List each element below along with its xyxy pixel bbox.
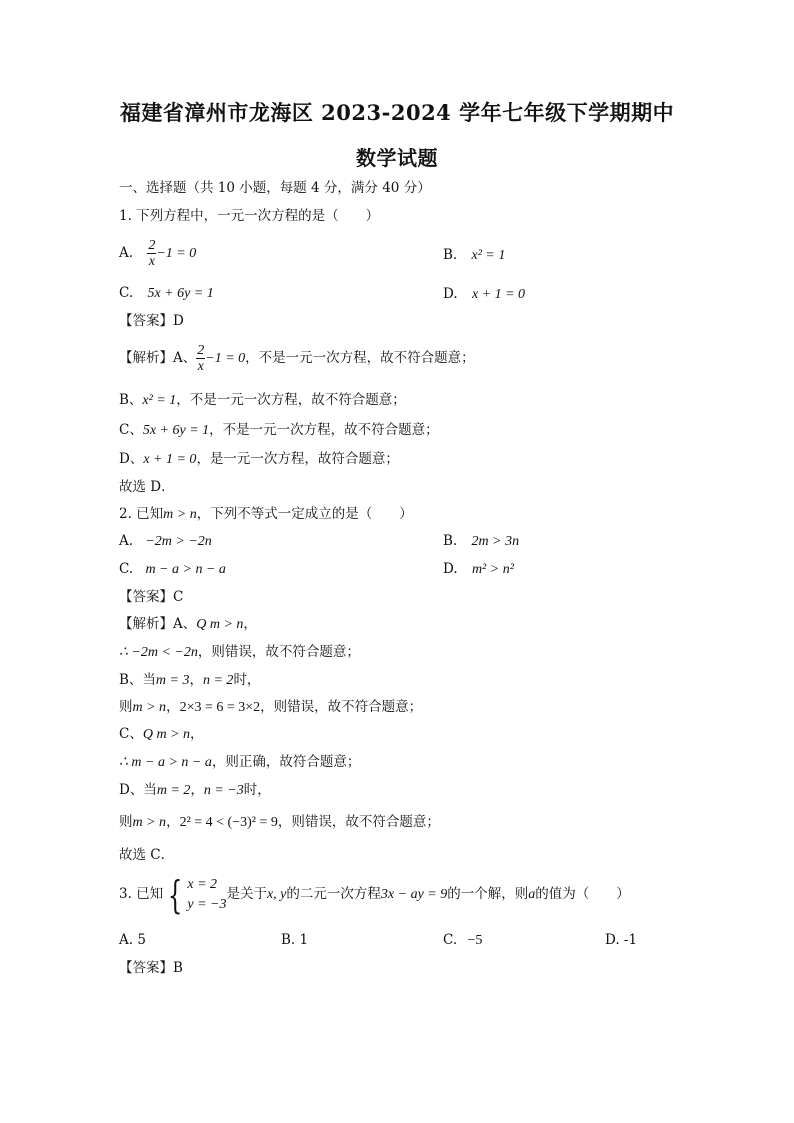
- analysis-math: ∴ m − a > n − a: [119, 755, 212, 770]
- analysis-label: 【解析】A、: [119, 350, 197, 366]
- q1-option-a: [119, 238, 196, 269]
- q2-analysis-line-3: [119, 670, 260, 691]
- equation-system: [163, 872, 227, 917]
- analysis-text: ，: [166, 814, 180, 830]
- analysis-prefix: 则: [119, 814, 133, 830]
- q2-option-c-math: m − a > n − a: [145, 562, 226, 577]
- analysis-prefix: B、当: [119, 672, 156, 688]
- q2-analysis-line-1: [119, 614, 257, 635]
- q2-analysis-line-4: [119, 697, 422, 718]
- q3-option-a: A. 5: [119, 932, 146, 948]
- stem-text: 的一个解，则: [447, 886, 529, 902]
- q1-option-d-label: D.: [443, 286, 458, 302]
- q1-stem: 1. 下列方程中，一元一次方程的是（ ）: [119, 208, 380, 224]
- analysis-math: m > n: [132, 815, 167, 830]
- brace-symbol: {: [168, 872, 183, 917]
- analysis-text: ，是一元一次方程，故符合题意；: [196, 451, 399, 467]
- system-row-2: y = −3: [187, 896, 227, 912]
- stem-math: a: [528, 887, 536, 902]
- stem-suffix: 的值为（ ）: [535, 886, 630, 902]
- q1-analysis-c: [119, 420, 439, 441]
- stem-math: x, y: [266, 887, 287, 902]
- analysis-text: 时，: [233, 672, 261, 688]
- document-title: 福建省漳州市龙海区 2023-2024 学年七年级下学期期中: [119, 100, 675, 125]
- q2-option-a-label: A.: [119, 533, 134, 549]
- q1-option-b-math: x² = 1: [471, 248, 506, 263]
- analysis-text: ，则错误，故不符合题意；: [260, 699, 423, 715]
- q3-option-c-label: C.: [443, 932, 458, 948]
- analysis-math: ∴ −2m < −2n: [119, 645, 198, 660]
- q1-option-b: [443, 245, 505, 266]
- analysis-prefix: C、: [119, 422, 143, 438]
- q3-option-c: [443, 930, 482, 951]
- q1-option-a-label: A.: [119, 245, 134, 261]
- fraction-numerator: 2: [197, 343, 205, 358]
- stem-math: m > n: [163, 507, 197, 522]
- q1-option-c: [119, 283, 214, 304]
- analysis-fraction: [196, 343, 205, 374]
- q2-analysis-line-7: [119, 780, 271, 801]
- q1-analysis-b: [119, 390, 406, 411]
- q2-option-b-label: B.: [443, 533, 458, 549]
- analysis-math: −1 = 0: [205, 351, 246, 366]
- q3-option-d: D. -1: [605, 932, 638, 948]
- fraction-denominator: x: [148, 254, 155, 269]
- q2-option-c-label: C.: [119, 561, 134, 577]
- q2-option-a: [119, 531, 212, 552]
- q3-option-b: B. 1: [281, 932, 309, 948]
- analysis-prefix: D、: [119, 451, 144, 467]
- analysis-text: ，: [190, 726, 204, 742]
- analysis-text: ，不是一元一次方程，故不符合题意；: [176, 392, 406, 408]
- stem-text: 是关于: [226, 886, 267, 902]
- analysis-prefix: C、: [119, 726, 143, 742]
- q2-answer: 【答案】C: [119, 589, 184, 605]
- q2-option-a-math: −2m > −2n: [145, 534, 212, 549]
- stem-suffix: ，下列不等式一定成立的是（ ）: [196, 506, 413, 522]
- q2-option-b-math: 2m > 3n: [471, 534, 520, 549]
- analysis-prefix: 则: [119, 699, 133, 715]
- analysis-text: ，则错误，故不符合题意；: [197, 644, 360, 660]
- analysis-math: 2² = 4 < (−3)² = 9: [179, 815, 278, 830]
- analysis-math: m > n: [132, 700, 167, 715]
- system-row-1: x = 2: [187, 876, 218, 892]
- analysis-text: 时，: [243, 782, 271, 798]
- analysis-math: n = −3: [203, 783, 244, 798]
- analysis-math: Q m > n: [196, 617, 244, 632]
- fraction-denominator: x: [197, 359, 204, 374]
- document-subtitle: 数学试题: [356, 146, 438, 170]
- analysis-math: 2×3 = 6 = 3×2: [179, 700, 261, 715]
- analysis-math: 5x + 6y = 1: [142, 423, 210, 438]
- q1-analysis-a: [119, 343, 475, 374]
- q3-option-c-math: −5: [467, 933, 483, 948]
- q2-option-d: [443, 559, 514, 580]
- q1-conclusion: 故选 D．: [119, 479, 175, 495]
- section-heading: 一、选择题（共 10 小题，每题 4 分，满分 40 分）: [119, 180, 431, 196]
- q3-stem: [119, 874, 630, 915]
- analysis-prefix: D、当: [119, 782, 157, 798]
- q2-analysis-line-5: [119, 724, 204, 745]
- q1-option-a-fraction: [147, 238, 156, 269]
- analysis-text: ，不是一元一次方程，故不符合题意；: [209, 422, 439, 438]
- q1-answer: 【答案】D: [119, 313, 184, 329]
- stem-math: 3x − ay = 9: [380, 887, 448, 902]
- q2-option-b: [443, 531, 519, 552]
- q2-option-c: [119, 559, 226, 580]
- analysis-text: ，: [190, 782, 204, 798]
- q2-analysis-line-6: [119, 752, 360, 773]
- analysis-math: x + 1 = 0: [143, 452, 197, 467]
- analysis-math: m = 2: [156, 783, 191, 798]
- q2-analysis-line-2: [119, 642, 360, 663]
- system-rows: [187, 875, 226, 915]
- stem-prefix: 3. 已知: [119, 886, 164, 902]
- stem-prefix: 2. 已知: [119, 506, 164, 522]
- q1-option-c-math: 5x + 6y = 1: [147, 286, 214, 301]
- q1-option-a-math: −1 = 0: [156, 246, 197, 261]
- q2-conclusion: 故选 C．: [119, 847, 175, 863]
- q2-option-d-label: D.: [443, 561, 458, 577]
- fraction-numerator: 2: [148, 238, 156, 253]
- analysis-math: Q m > n: [142, 727, 191, 742]
- q1-analysis-d: [119, 449, 399, 470]
- q3-answer: 【答案】B: [119, 960, 183, 976]
- q1-option-c-label: C.: [119, 285, 134, 301]
- q1-option-d-math: x + 1 = 0: [471, 287, 526, 302]
- q2-stem: [119, 504, 413, 525]
- stem-text: 的二元一次方程: [286, 886, 381, 902]
- analysis-math: n = 2: [202, 673, 234, 688]
- q1-option-b-label: B.: [443, 247, 458, 263]
- q2-option-d-math: m² > n²: [471, 562, 514, 577]
- analysis-prefix: B、: [119, 392, 143, 408]
- analysis-math: x² = 1: [142, 393, 177, 408]
- analysis-text: ，不是一元一次方程，故不符合题意；: [245, 350, 475, 366]
- analysis-text: ，: [189, 672, 203, 688]
- analysis-label: 【解析】A、: [119, 616, 197, 632]
- analysis-text: ，: [166, 699, 180, 715]
- analysis-text: ，: [243, 616, 257, 632]
- analysis-text: ，则错误，故不符合题意；: [277, 814, 440, 830]
- q2-analysis-line-8: [119, 812, 440, 833]
- q1-option-d: [443, 284, 525, 305]
- analysis-text: ，则正确，故符合题意；: [211, 754, 361, 770]
- analysis-math: m = 3: [155, 673, 190, 688]
